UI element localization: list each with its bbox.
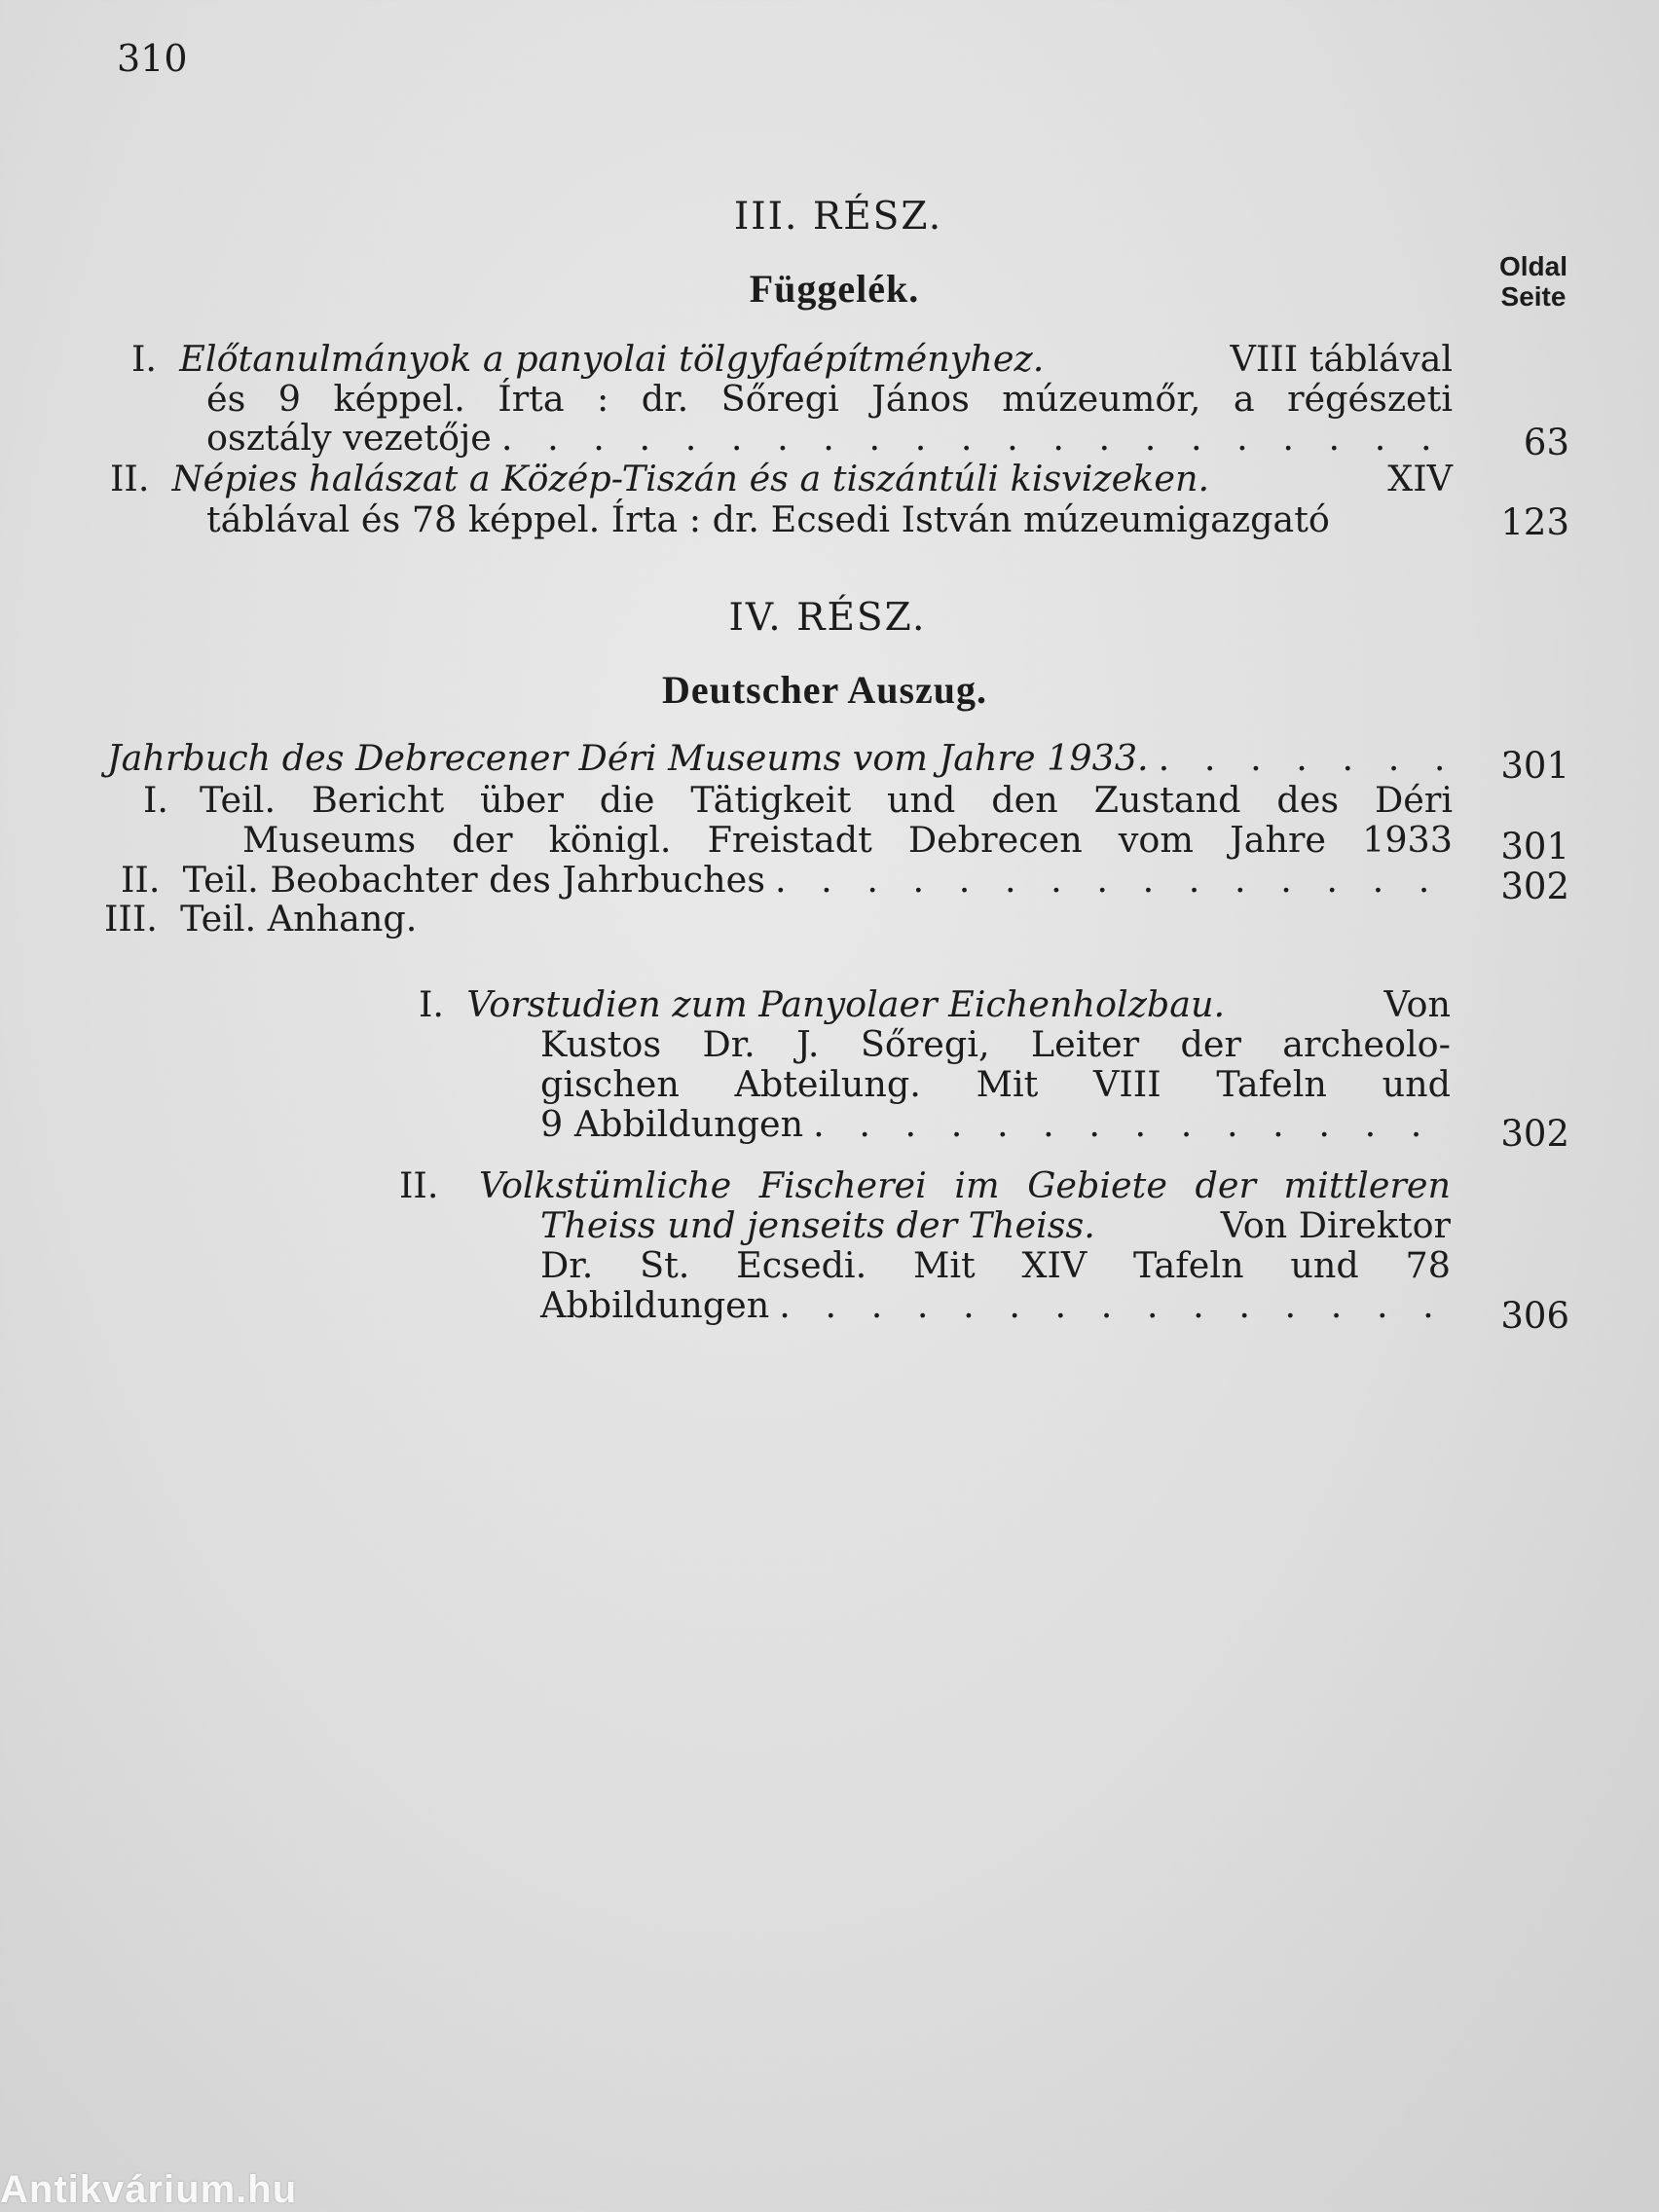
entry-line: táblával és 78 képpel. Írta : dr. Ecsedi István múzeumigazgató	[206, 498, 1330, 540]
jahrbuch-title: Jahrbuch des Debrecener Déri Museums vom Jahre 1933.	[107, 737, 1149, 779]
entry-page: 302	[1500, 1113, 1569, 1155]
entry-page: 306	[1500, 1295, 1569, 1337]
entry-line: Dr. St. Ecsedi. Mit XIV Tafeln und 78	[540, 1244, 1451, 1286]
entry-line: Museums der königl. Freistadt Debrecen vom Jahre 1933	[242, 819, 1453, 861]
entry-title: Előtanulmányok a panyolai tölgyfaépítményhez.	[179, 338, 1045, 380]
entry-title: Volkstümliche Fischerei im Gebiete der mittleren	[479, 1164, 1451, 1206]
entry-page: 301	[1500, 826, 1569, 867]
entry-line: osztály vezetője	[206, 417, 492, 459]
toc-entry-teil-3	[104, 898, 417, 940]
entry-line: gischen Abteilung. Mit VIII Tafeln und	[540, 1063, 1451, 1105]
entry-line: Teil. Anhang.	[180, 898, 418, 940]
entry-number: I.	[143, 779, 169, 821]
dot-leader	[501, 417, 1453, 459]
entry-line: és 9 képpel. Írta : dr. Sőregi János múzeumőr, a régészeti	[206, 378, 1453, 420]
entry-number: II.	[121, 859, 161, 901]
entry-line: Abbildungen	[540, 1284, 770, 1326]
entry-title: Theiss und jenseits der Theiss.	[540, 1204, 1095, 1246]
column-header-german: Seite	[1500, 281, 1567, 312]
watermark: Antikvárium.hu	[0, 2168, 298, 2211]
page-number: 310	[117, 37, 188, 80]
entry-line: Kustos Dr. J. Sőregi, Leiter der archeolo-	[540, 1023, 1451, 1065]
entry-title-rest: Von Direktor	[1220, 1204, 1451, 1246]
entry-line: Teil. Beobachter des Jahrbuches	[182, 859, 765, 901]
entry-title: Népies halászat a Közép-Tiszán és a tiszántúli kisvizeken.	[171, 458, 1210, 499]
entry-title-rest: VIII táblával	[1230, 338, 1453, 380]
entry-number: III.	[104, 898, 158, 940]
entry-page: 302	[1500, 866, 1569, 907]
entry-title-rest: Von	[1383, 983, 1451, 1025]
part3-subheading: Függelék.	[749, 267, 920, 311]
part3-heading: III. RÉSZ.	[733, 195, 943, 239]
entry-title-rest: XIV	[1387, 458, 1453, 499]
entry-page: 63	[1523, 422, 1569, 463]
entry-page: 301	[1500, 745, 1569, 787]
dot-leader	[775, 859, 1453, 901]
entry-line: 9 Abbildungen	[540, 1103, 804, 1145]
dot-leader	[1159, 737, 1453, 779]
entry-number: I.	[419, 983, 445, 1025]
column-header-hungarian: Oldal	[1498, 251, 1567, 281]
part4-subheading: Deutscher Auszug.	[661, 668, 988, 712]
entry-line: Teil. Bericht über die Tätigkeit und den Zustand des Déri	[200, 779, 1453, 821]
dot-leader	[779, 1284, 1451, 1326]
entry-title: Vorstudien zum Panyolaer Eichenholzbau.	[466, 983, 1226, 1025]
entry-number: II.	[110, 458, 150, 499]
entry-number: II.	[399, 1164, 439, 1206]
part4-heading: IV. RÉSZ.	[728, 596, 927, 640]
entry-number: I.	[131, 338, 158, 380]
entry-page: 123	[1500, 501, 1569, 543]
dot-leader	[813, 1103, 1451, 1145]
